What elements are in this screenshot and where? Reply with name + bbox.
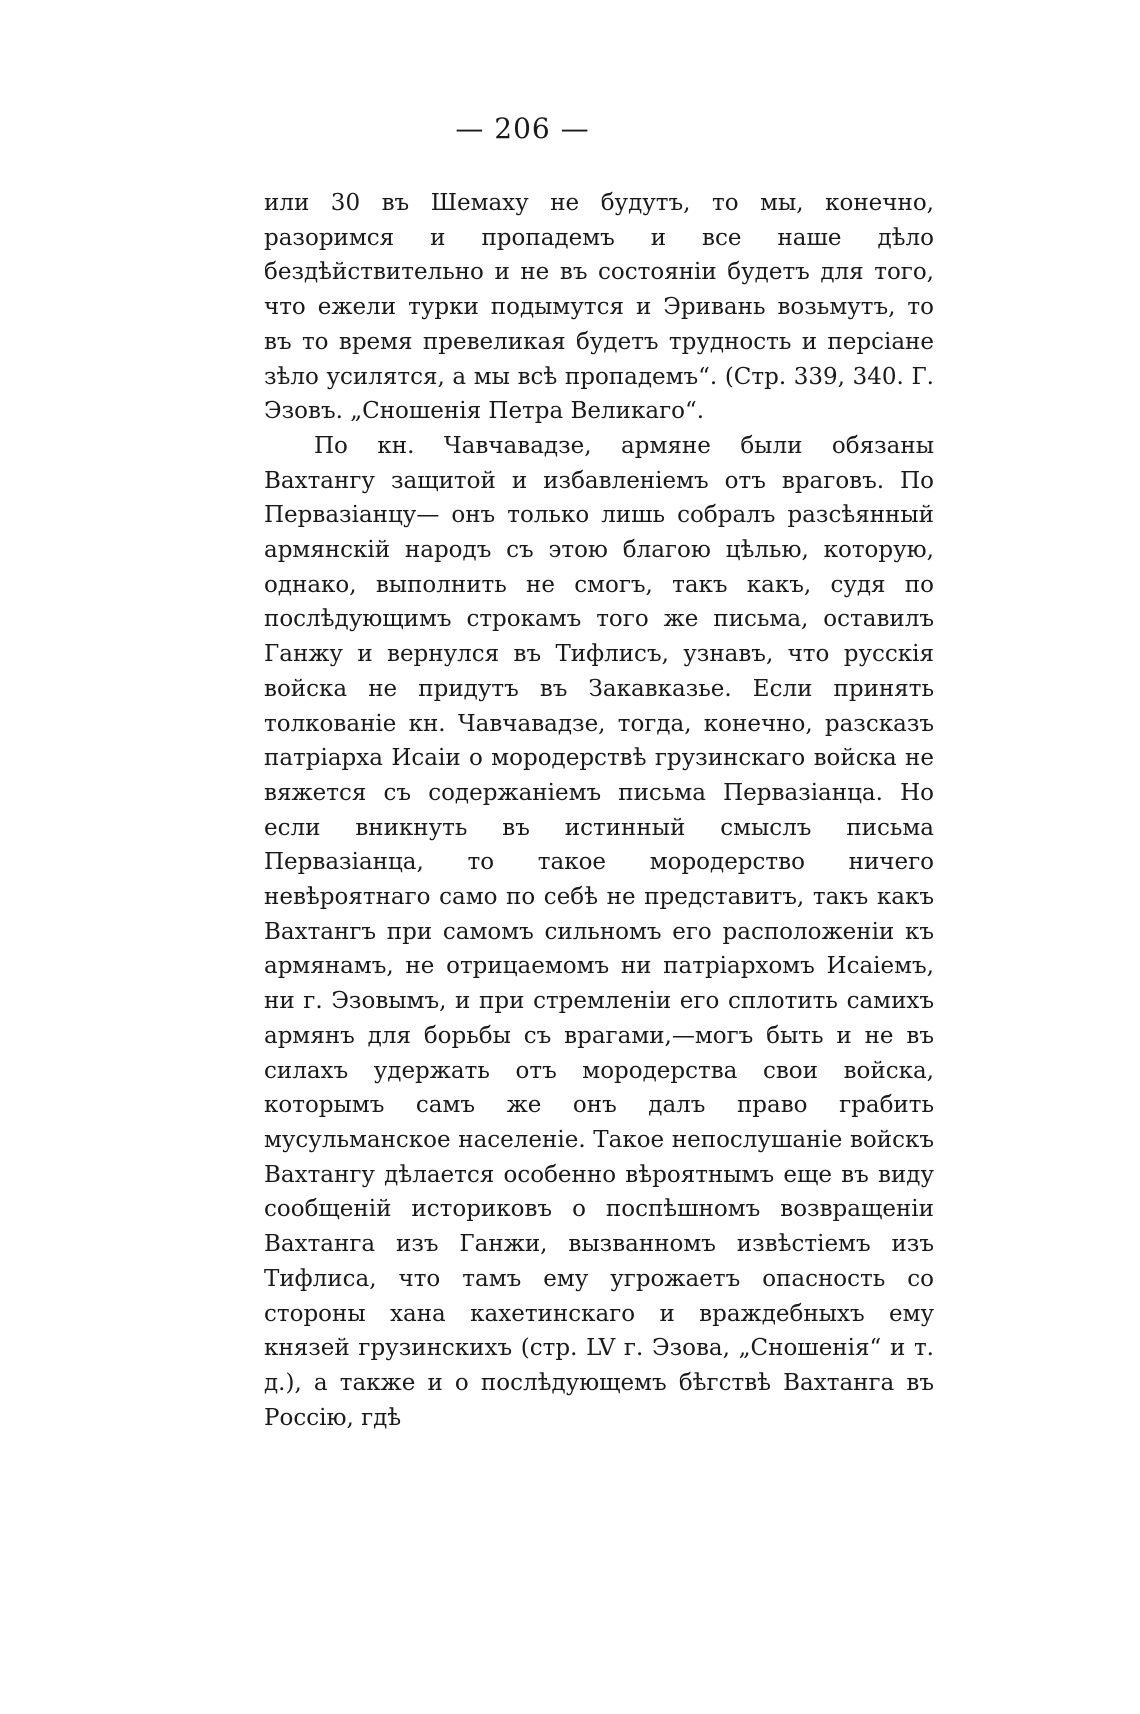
- paragraph-continuation: или 30 въ Шемаху не будутъ, то мы, конечно, разоримся и пропадемъ и все наше дѣло бездѣйствительно и не въ состояніи будетъ для того, что ежели турки подымутся и Эривань возьмутъ, то въ то время превеликая будетъ трудность и персіане зѣло усилятся, а мы всѣ пропадемъ“. (Стр. 339, 340. Г. Эзовъ. „Сношенія Петра Великаго“.: [264, 190, 934, 425]
- body-text: [264, 186, 934, 1435]
- page-number: — 206 —: [455, 112, 590, 145]
- paragraph: По кн. Чавчавадзе, армяне были обязаны Вахтангу защитой и избавленіемъ отъ враговъ. По Первазіанцу— онъ только лишь собралъ разсѣянный армянскій народъ съ этою благою цѣлью, которую, однако, выполнить не смогъ, такъ какъ, судя по послѣдующимъ строкамъ того же письма, оставилъ Ганжу и вернулся въ Тифлисъ, узнавъ, что русскія войска не придутъ въ Закавказье. Если принять толкованіе кн. Чавчавадзе, тогда, конечно, разсказъ патріарха Исаіи о мородерствѣ грузинскаго войска не вяжется съ содержаніемъ письма Первазіанца. Но если вникнуть въ истинный смыслъ письма Первазіанца, то такое мородерство ничего невѣроятнаго само по себѣ не представитъ, такъ какъ Вахтангъ при самомъ сильномъ его расположеніи къ армянамъ, не отрицаемомъ ни патріархомъ Исаіемъ, ни г. Эзовымъ, и при стремленіи его сплотить самихъ армянъ для борьбы съ врагами,—могъ быть и не въ силахъ удержать отъ мородерства свои войска, которымъ самъ же онъ далъ право грабить мусульманское населеніе. Такое непослушаніе войскъ Вахтангу дѣлается особенно вѣроятнымъ еще въ виду сообщеній историковъ о поспѣшномъ возвращеніи Вахтанга изъ Ганжи, вызванномъ извѣстіемъ изъ Тифлиса, что тамъ ему угрожаетъ опасность со стороны хана кахетинскаго и враждебныхъ ему князей грузинскихъ (стр. LV г. Эзова, „Сношенія“ и т. д.), а также и о послѣдующемъ бѣгствѣ Вахтанга въ Россію, гдѣ: [264, 432, 934, 1431]
